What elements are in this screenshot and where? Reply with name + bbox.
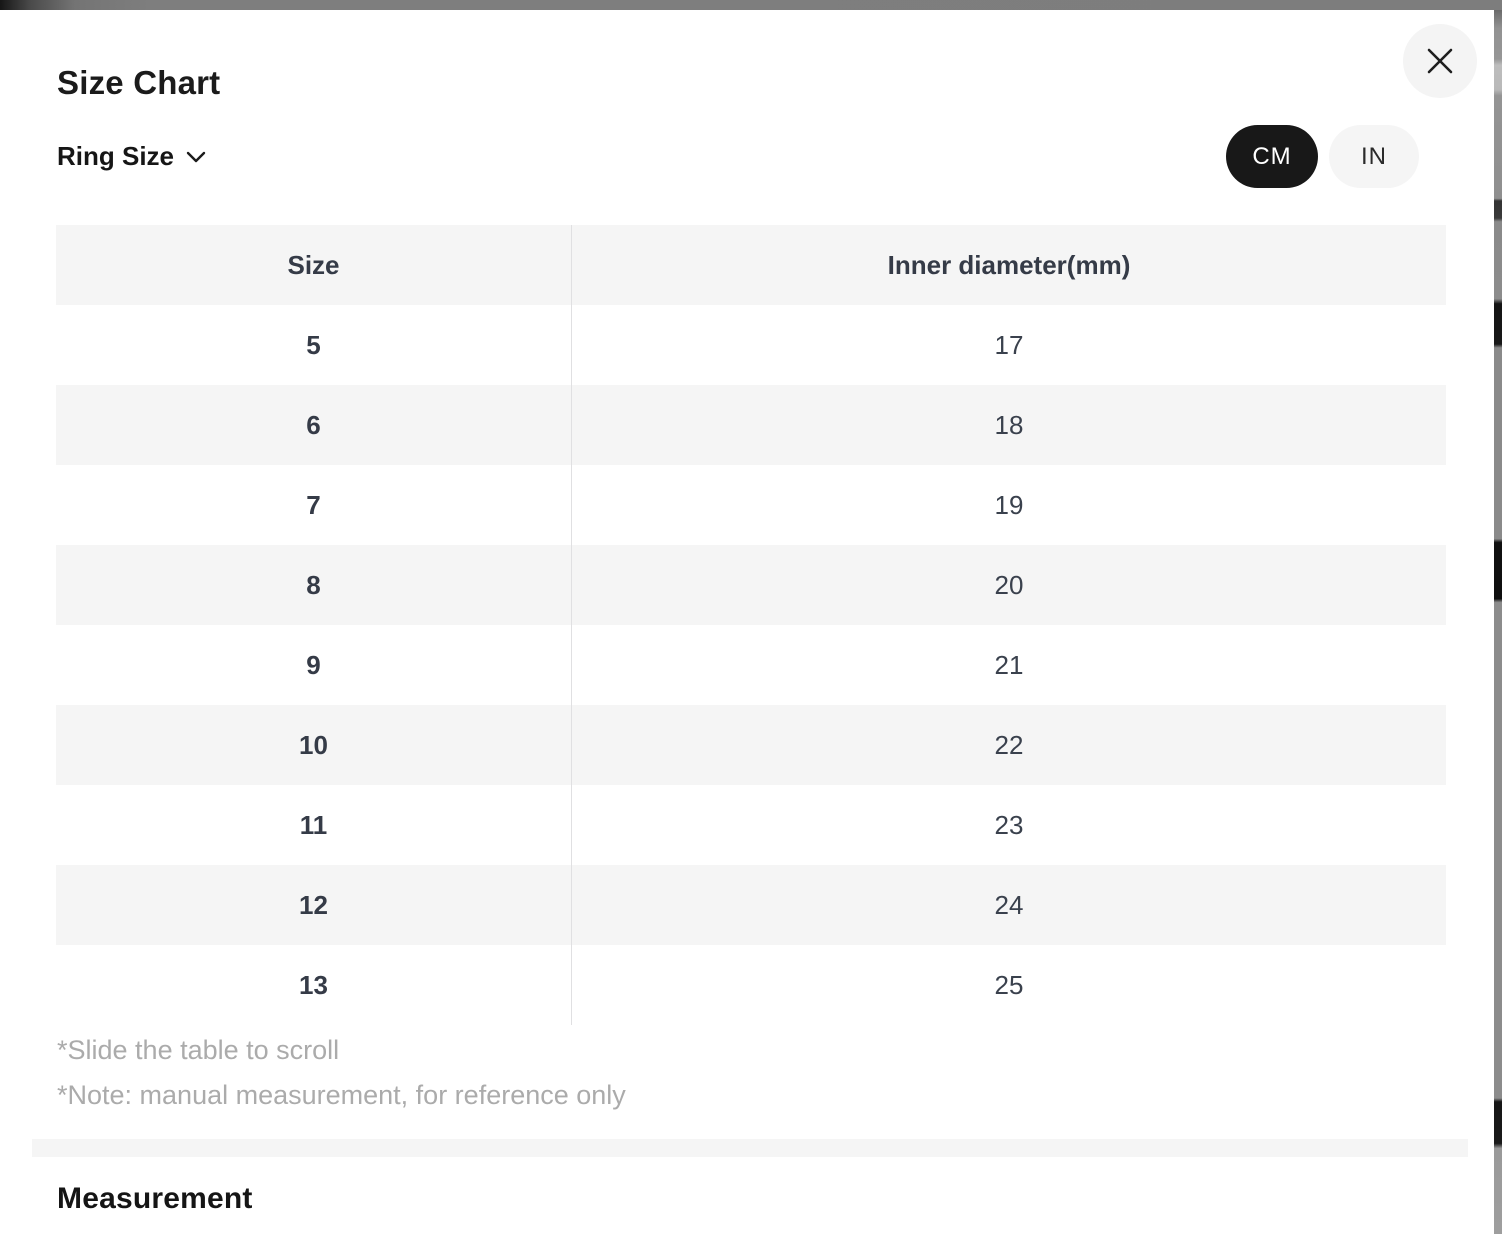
diameter-cell: 21 <box>994 649 1024 680</box>
size-cell: 9 <box>306 649 321 680</box>
diameter-cell: 20 <box>994 569 1024 600</box>
diameter-cell: 25 <box>994 969 1024 1000</box>
unit-toggle <box>1226 125 1419 188</box>
page-behind-right-strip <box>1494 10 1502 1234</box>
table-row <box>56 945 1446 1025</box>
size-cell: 13 <box>299 969 328 1000</box>
size-cell: 6 <box>306 409 321 440</box>
diameter-cell: 19 <box>994 489 1024 520</box>
table-row <box>56 705 1446 785</box>
table-header-row <box>56 225 1446 305</box>
size-column-header: Size <box>287 249 340 280</box>
scroll-hint-note: *Slide the table to scroll <box>57 1035 340 1065</box>
diameter-cell: 23 <box>994 809 1024 840</box>
ring-size-label: Ring Size <box>57 141 175 171</box>
size-column-header-cell <box>56 225 572 305</box>
diameter-cell: 22 <box>994 729 1024 760</box>
table-row <box>56 305 1446 385</box>
table-row <box>56 625 1446 705</box>
diameter-cell: 18 <box>994 409 1024 440</box>
table-row <box>56 865 1446 945</box>
close-button[interactable] <box>1403 24 1477 98</box>
table-row <box>56 785 1446 865</box>
diameter-cell: 24 <box>994 889 1024 920</box>
size-cell: 10 <box>299 729 328 760</box>
ring-size-dropdown[interactable] <box>57 125 206 188</box>
unit-toggle-cm[interactable]: CM <box>1226 125 1318 188</box>
table-row <box>56 385 1446 465</box>
chevron-down-icon <box>186 151 206 163</box>
diameter-column-header: Inner diameter(mm) <box>887 249 1131 280</box>
table-row <box>56 545 1446 625</box>
measurement-section-heading: Measurement <box>57 1182 253 1215</box>
page-behind-top-bar <box>0 0 1502 10</box>
close-icon <box>1426 47 1454 75</box>
unit-toggle-in[interactable]: IN <box>1329 125 1419 188</box>
size-cell: 11 <box>299 809 328 840</box>
size-cell: 7 <box>306 489 321 520</box>
page-title: Size Chart <box>57 64 221 101</box>
size-table[interactable] <box>56 225 1446 1025</box>
diameter-column-header-cell <box>572 225 1446 305</box>
diameter-cell: 17 <box>994 329 1024 360</box>
measurement-disclaimer-note: *Note: manual measurement, for reference only <box>57 1080 626 1110</box>
size-chart-modal <box>0 10 1494 1234</box>
table-row <box>56 465 1446 545</box>
size-cell: 12 <box>299 889 328 920</box>
size-cell: 5 <box>306 329 321 360</box>
size-cell: 8 <box>306 569 321 600</box>
section-divider <box>32 1139 1468 1157</box>
